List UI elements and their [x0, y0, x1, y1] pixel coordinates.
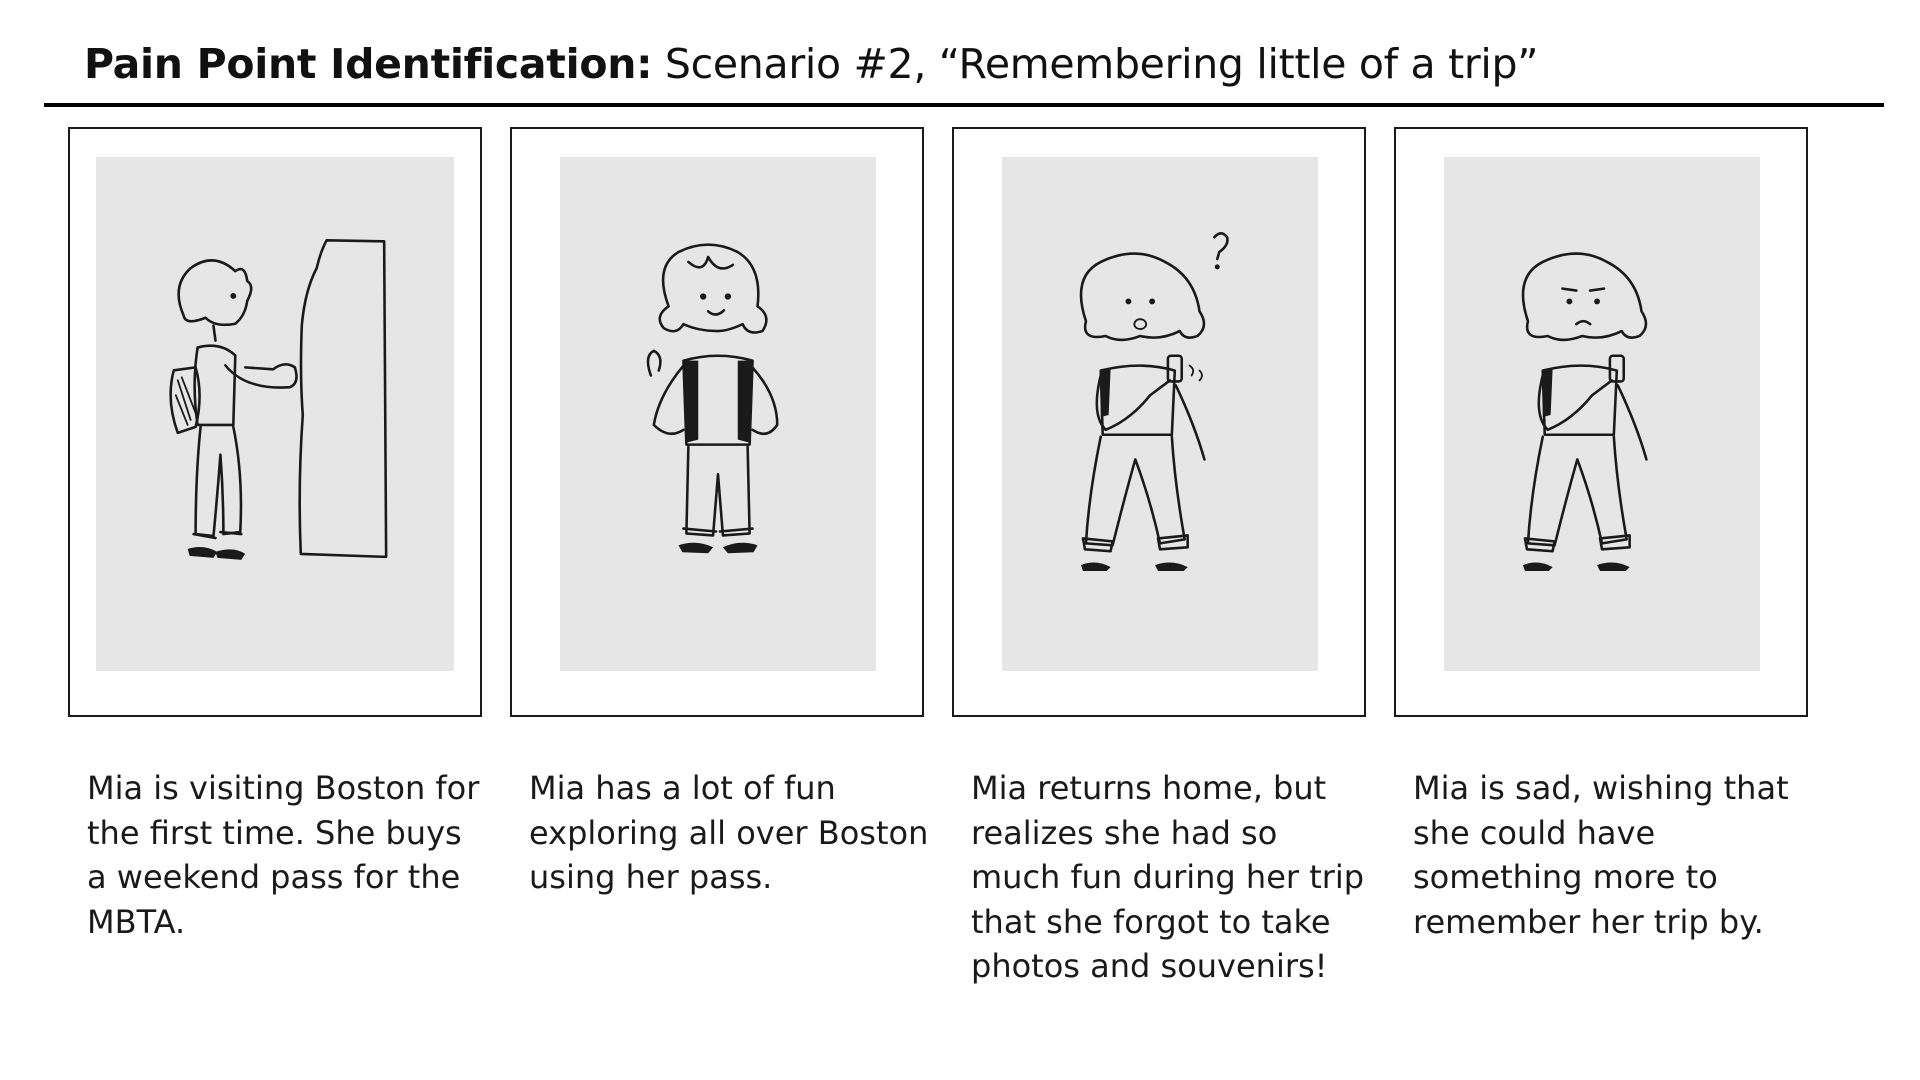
panel-1-illustration [96, 157, 454, 671]
title-underline [44, 103, 1884, 107]
storyboard-panel-3 [952, 127, 1366, 717]
title-rest: Scenario #2, “Remembering little of a trip” [652, 40, 1539, 88]
panel-1-caption: Mia is visiting Boston for the first time. She buys a weekend pass for the MBTA. [87, 769, 480, 941]
panel-2-illustration [560, 157, 876, 671]
panel-4-caption: Mia is sad, wishing that she could have something more to remember her trip by. [1413, 769, 1789, 941]
page-title [84, 40, 1538, 88]
girl-smiling-sketch [560, 157, 876, 671]
storyboard-panel-2 [510, 127, 924, 717]
girl-confused-sketch [1002, 157, 1318, 671]
storyboard-panel-1 [68, 127, 482, 717]
girl-at-kiosk-sketch [96, 157, 454, 671]
panel-3-illustration [1002, 157, 1318, 671]
panel-4-illustration [1444, 157, 1760, 671]
storyboard-panel-4 [1394, 127, 1808, 717]
title-bold: Pain Point Identification: [84, 40, 653, 88]
girl-sad-sketch [1444, 157, 1760, 671]
panel-2-caption: Mia has a lot of fun exploring all over Boston using her pass. [529, 769, 929, 896]
panel-3-caption: Mia returns home, but realizes she had so much fun during her trip that she forgot to take photos and souvenirs! [971, 769, 1365, 985]
